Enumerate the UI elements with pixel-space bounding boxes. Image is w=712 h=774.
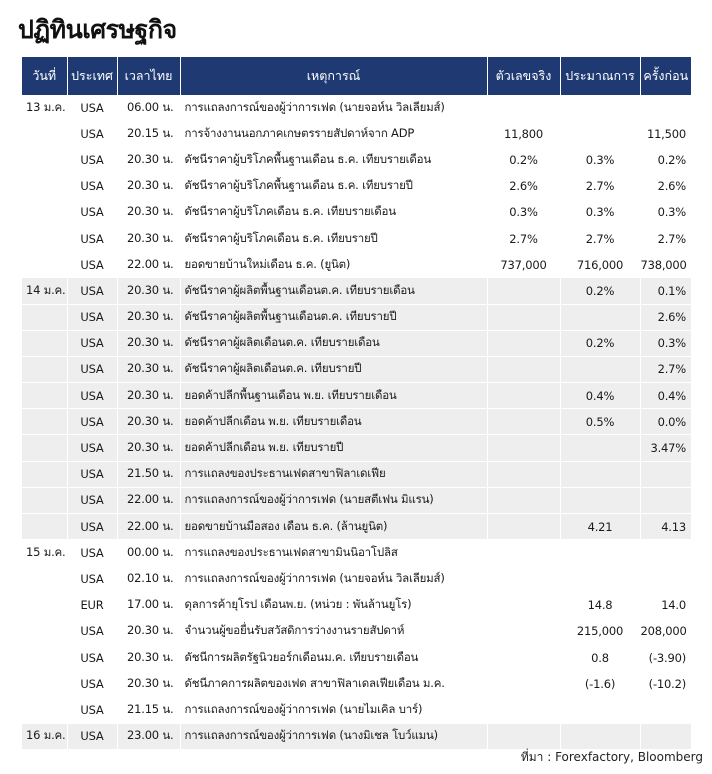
cell-previous: 0.3% <box>640 199 691 225</box>
cell-actual <box>487 409 560 435</box>
cell-forecast <box>560 566 640 592</box>
cell-country: USA <box>67 487 117 513</box>
cell-time: 02.10 น. <box>117 566 180 592</box>
cell-time: 20.30 น. <box>117 330 180 356</box>
cell-country: USA <box>67 723 117 749</box>
cell-time: 20.30 น. <box>117 671 180 697</box>
header-previous: ครั้งก่อน <box>640 57 691 95</box>
cell-time: 00.00 น. <box>117 540 180 566</box>
cell-forecast: 0.2% <box>560 330 640 356</box>
cell-time: 22.00 น. <box>117 252 180 278</box>
cell-date <box>22 304 67 330</box>
cell-event: ดัชนีการผลิตรัฐนิวยอร์กเดือนม.ค. เทียบรายเดือน <box>180 644 487 670</box>
cell-country: USA <box>67 252 117 278</box>
cell-previous: 2.6% <box>640 304 691 330</box>
cell-country: USA <box>67 618 117 644</box>
cell-previous <box>640 723 691 749</box>
cell-country: USA <box>67 644 117 670</box>
table-row <box>22 723 691 749</box>
cell-date <box>22 409 67 435</box>
cell-date <box>22 566 67 592</box>
cell-date <box>22 461 67 487</box>
table-row <box>22 304 691 330</box>
table-row <box>22 514 691 540</box>
cell-actual <box>487 540 560 566</box>
table-row <box>22 121 691 147</box>
cell-date: 13 ม.ค. <box>22 95 67 121</box>
cell-forecast <box>560 304 640 330</box>
cell-actual <box>487 383 560 409</box>
cell-forecast: 2.7% <box>560 173 640 199</box>
cell-previous <box>640 566 691 592</box>
table-row <box>22 461 691 487</box>
cell-actual <box>487 330 560 356</box>
cell-date <box>22 330 67 356</box>
cell-previous: 208,000 <box>640 618 691 644</box>
cell-date <box>22 435 67 461</box>
source-note: ที่มา : Forexfactory, Bloomberg <box>520 750 703 764</box>
table-row <box>22 435 691 461</box>
table-row <box>22 252 691 278</box>
cell-date: 14 ม.ค. <box>22 278 67 304</box>
cell-time: 20.30 น. <box>117 618 180 644</box>
table-row <box>22 697 691 723</box>
cell-country: USA <box>67 147 117 173</box>
cell-time: 06.00 น. <box>117 95 180 121</box>
cell-previous: 0.1% <box>640 278 691 304</box>
cell-time: 20.30 น. <box>117 173 180 199</box>
economic-calendar-table <box>22 57 691 750</box>
cell-forecast <box>560 435 640 461</box>
cell-actual <box>487 592 560 618</box>
cell-date <box>22 487 67 513</box>
table-row <box>22 278 691 304</box>
cell-event: ดัชนีราคาผู้บริโภคเดือน ธ.ค. เทียบรายเดือน <box>180 199 487 225</box>
cell-date <box>22 225 67 251</box>
cell-event: การแถลงการณ์ของผู้ว่าการเฟด (นางมิเชล โบว์แมน) <box>180 723 487 749</box>
cell-event: การจ้างงานนอกภาคเกษตรรายสัปดาห์จาก ADP <box>180 121 487 147</box>
cell-forecast: 14.8 <box>560 592 640 618</box>
table-row <box>22 356 691 382</box>
cell-actual: 737,000 <box>487 252 560 278</box>
cell-forecast: 2.7% <box>560 225 640 251</box>
header-actual: ตัวเลขจริง <box>487 57 560 95</box>
cell-country: USA <box>67 173 117 199</box>
table-row <box>22 671 691 697</box>
cell-time: 20.30 น. <box>117 225 180 251</box>
cell-country: USA <box>67 383 117 409</box>
cell-event: ดัชนีราคาผู้ผลิตพื้นฐานเดือนต.ค. เทียบรายเดือน <box>180 278 487 304</box>
cell-forecast: 0.5% <box>560 409 640 435</box>
cell-previous <box>640 95 691 121</box>
cell-forecast: 716,000 <box>560 252 640 278</box>
cell-country: USA <box>67 514 117 540</box>
cell-date <box>22 147 67 173</box>
table-row <box>22 618 691 644</box>
cell-event: ดัชนีราคาผู้ผลิตพื้นฐานเดือนต.ค. เทียบรายปี <box>180 304 487 330</box>
cell-country: USA <box>67 356 117 382</box>
cell-previous: 4.13 <box>640 514 691 540</box>
table-row <box>22 592 691 618</box>
cell-actual <box>487 723 560 749</box>
cell-previous <box>640 697 691 723</box>
cell-country: USA <box>67 697 117 723</box>
table-row <box>22 330 691 356</box>
table-row <box>22 147 691 173</box>
cell-time: 20.30 น. <box>117 383 180 409</box>
cell-event: ดัชนีราคาผู้บริโภคเดือน ธ.ค. เทียบรายปี <box>180 225 487 251</box>
table-row <box>22 95 691 121</box>
cell-actual: 0.3% <box>487 199 560 225</box>
cell-date <box>22 121 67 147</box>
table-row <box>22 383 691 409</box>
table-row <box>22 173 691 199</box>
cell-previous <box>640 461 691 487</box>
cell-previous: 11,500 <box>640 121 691 147</box>
cell-date <box>22 199 67 225</box>
cell-time: 20.30 น. <box>117 304 180 330</box>
cell-forecast <box>560 487 640 513</box>
cell-forecast <box>560 540 640 566</box>
cell-previous: 3.47% <box>640 435 691 461</box>
table-row <box>22 566 691 592</box>
cell-country: USA <box>67 671 117 697</box>
header-date: วันที่ <box>22 57 67 95</box>
cell-previous <box>640 487 691 513</box>
cell-country: EUR <box>67 592 117 618</box>
cell-time: 20.30 น. <box>117 435 180 461</box>
cell-actual <box>487 461 560 487</box>
cell-time: 22.00 น. <box>117 514 180 540</box>
cell-forecast: 0.2% <box>560 278 640 304</box>
cell-actual: 11,800 <box>487 121 560 147</box>
cell-forecast <box>560 95 640 121</box>
cell-time: 22.00 น. <box>117 487 180 513</box>
cell-forecast: 0.3% <box>560 147 640 173</box>
cell-date <box>22 697 67 723</box>
cell-date: 15 ม.ค. <box>22 540 67 566</box>
cell-actual <box>487 566 560 592</box>
cell-forecast: 0.3% <box>560 199 640 225</box>
cell-actual <box>487 356 560 382</box>
cell-forecast: 0.4% <box>560 383 640 409</box>
cell-actual <box>487 671 560 697</box>
cell-time: 20.30 น. <box>117 409 180 435</box>
cell-event: การแถลงของประธานเฟดสาขาฟิลาเดเฟีย <box>180 461 487 487</box>
cell-time: 17.00 น. <box>117 592 180 618</box>
cell-country: USA <box>67 95 117 121</box>
cell-country: USA <box>67 304 117 330</box>
cell-previous: 0.2% <box>640 147 691 173</box>
cell-country: USA <box>67 199 117 225</box>
cell-event: ดัชนีราคาผู้บริโภคพื้นฐานเดือน ธ.ค. เทียบรายเดือน <box>180 147 487 173</box>
cell-previous: 2.6% <box>640 173 691 199</box>
cell-event: ดัชนีราคาผู้ผลิตเดือนต.ค. เทียบรายปี <box>180 356 487 382</box>
cell-actual <box>487 435 560 461</box>
cell-previous <box>640 540 691 566</box>
cell-date <box>22 173 67 199</box>
cell-previous: 0.4% <box>640 383 691 409</box>
page-title: ปฏิทินเศรษฐกิจ <box>18 15 177 44</box>
cell-country: USA <box>67 409 117 435</box>
table-row <box>22 644 691 670</box>
cell-time: 20.30 น. <box>117 356 180 382</box>
cell-event: การแถลงการณ์ของผู้ว่าการเฟด (นายไมเคิล บาร์) <box>180 697 487 723</box>
cell-date <box>22 356 67 382</box>
cell-event: ยอดขายบ้านใหม่เดือน ธ.ค. (ยูนิต) <box>180 252 487 278</box>
cell-previous: (-3.90) <box>640 644 691 670</box>
cell-actual <box>487 618 560 644</box>
cell-actual: 2.7% <box>487 225 560 251</box>
cell-forecast <box>560 697 640 723</box>
header-event: เหตุการณ์ <box>180 57 487 95</box>
cell-event: ดัชนีราคาผู้ผลิตเดือนต.ค. เทียบรายเดือน <box>180 330 487 356</box>
header-forecast: ประมาณการ <box>560 57 640 95</box>
header-time: เวลาไทย <box>117 57 180 95</box>
cell-time: 20.30 น. <box>117 199 180 225</box>
cell-actual: 0.2% <box>487 147 560 173</box>
cell-actual <box>487 644 560 670</box>
cell-actual <box>487 487 560 513</box>
cell-forecast <box>560 356 640 382</box>
cell-time: 20.15 น. <box>117 121 180 147</box>
cell-event: จำนวนผู้ขอยื่นรับสวัสดิการว่างงานรายสัปดาห์ <box>180 618 487 644</box>
cell-previous: 0.0% <box>640 409 691 435</box>
cell-date <box>22 592 67 618</box>
cell-date: 16 ม.ค. <box>22 723 67 749</box>
cell-actual <box>487 697 560 723</box>
cell-event: ยอดค้าปลีกพื้นฐานเดือน พ.ย. เทียบรายเดือน <box>180 383 487 409</box>
cell-previous: (-10.2) <box>640 671 691 697</box>
cell-event: ดัชนีราคาผู้บริโภคพื้นฐานเดือน ธ.ค. เทียบรายปี <box>180 173 487 199</box>
cell-forecast <box>560 723 640 749</box>
table-header-row <box>22 57 691 95</box>
cell-date <box>22 671 67 697</box>
cell-event: การแถลงการณ์ของผู้ว่าการเฟด (นายจอห์น วิลเลียมส์) <box>180 566 487 592</box>
cell-country: USA <box>67 566 117 592</box>
cell-time: 21.15 น. <box>117 697 180 723</box>
cell-event: ดุลการค้ายุโรป เดือนพ.ย. (หน่วย : พันล้านยูโร) <box>180 592 487 618</box>
cell-country: USA <box>67 225 117 251</box>
cell-time: 20.30 น. <box>117 644 180 670</box>
table-row <box>22 199 691 225</box>
cell-event: การแถลงการณ์ของผู้ว่าการเฟด (นายจอห์น วิลเลียมส์) <box>180 95 487 121</box>
cell-event: การแถลงการณ์ของผู้ว่าการเฟด (นายสตีเฟน มิแรน) <box>180 487 487 513</box>
cell-country: USA <box>67 435 117 461</box>
cell-forecast: (-1.6) <box>560 671 640 697</box>
cell-event: ยอดขายบ้านมือสอง เดือน ธ.ค. (ล้านยูนิต) <box>180 514 487 540</box>
cell-time: 20.30 น. <box>117 278 180 304</box>
table-body <box>22 95 691 749</box>
cell-forecast <box>560 121 640 147</box>
cell-actual <box>487 304 560 330</box>
cell-country: USA <box>67 330 117 356</box>
cell-previous: 738,000 <box>640 252 691 278</box>
cell-previous: 2.7% <box>640 225 691 251</box>
table-row <box>22 487 691 513</box>
cell-date <box>22 514 67 540</box>
cell-event: ยอดค้าปลีกเดือน พ.ย. เทียบรายปี <box>180 435 487 461</box>
table-row <box>22 225 691 251</box>
cell-time: 23.00 น. <box>117 723 180 749</box>
cell-forecast: 215,000 <box>560 618 640 644</box>
cell-time: 20.30 น. <box>117 147 180 173</box>
cell-event: ยอดค้าปลีกเดือน พ.ย. เทียบรายเดือน <box>180 409 487 435</box>
table-row <box>22 409 691 435</box>
cell-actual <box>487 514 560 540</box>
cell-actual: 2.6% <box>487 173 560 199</box>
cell-actual <box>487 278 560 304</box>
cell-date <box>22 252 67 278</box>
cell-date <box>22 383 67 409</box>
cell-event: การแถลงของประธานเฟดสาขามินนิอาโปลิส <box>180 540 487 566</box>
cell-country: USA <box>67 278 117 304</box>
cell-country: USA <box>67 461 117 487</box>
cell-country: USA <box>67 121 117 147</box>
cell-date <box>22 618 67 644</box>
cell-forecast: 4.21 <box>560 514 640 540</box>
cell-actual <box>487 95 560 121</box>
cell-previous: 2.7% <box>640 356 691 382</box>
table-row <box>22 540 691 566</box>
cell-time: 21.50 น. <box>117 461 180 487</box>
cell-previous: 14.0 <box>640 592 691 618</box>
cell-country: USA <box>67 540 117 566</box>
cell-previous: 0.3% <box>640 330 691 356</box>
cell-forecast: 0.8 <box>560 644 640 670</box>
cell-forecast <box>560 461 640 487</box>
header-country: ประเทศ <box>67 57 117 95</box>
cell-date <box>22 644 67 670</box>
cell-event: ดัชนีภาคการผลิตของเฟด สาขาฟิลาเดลเฟียเดือน ม.ค. <box>180 671 487 697</box>
